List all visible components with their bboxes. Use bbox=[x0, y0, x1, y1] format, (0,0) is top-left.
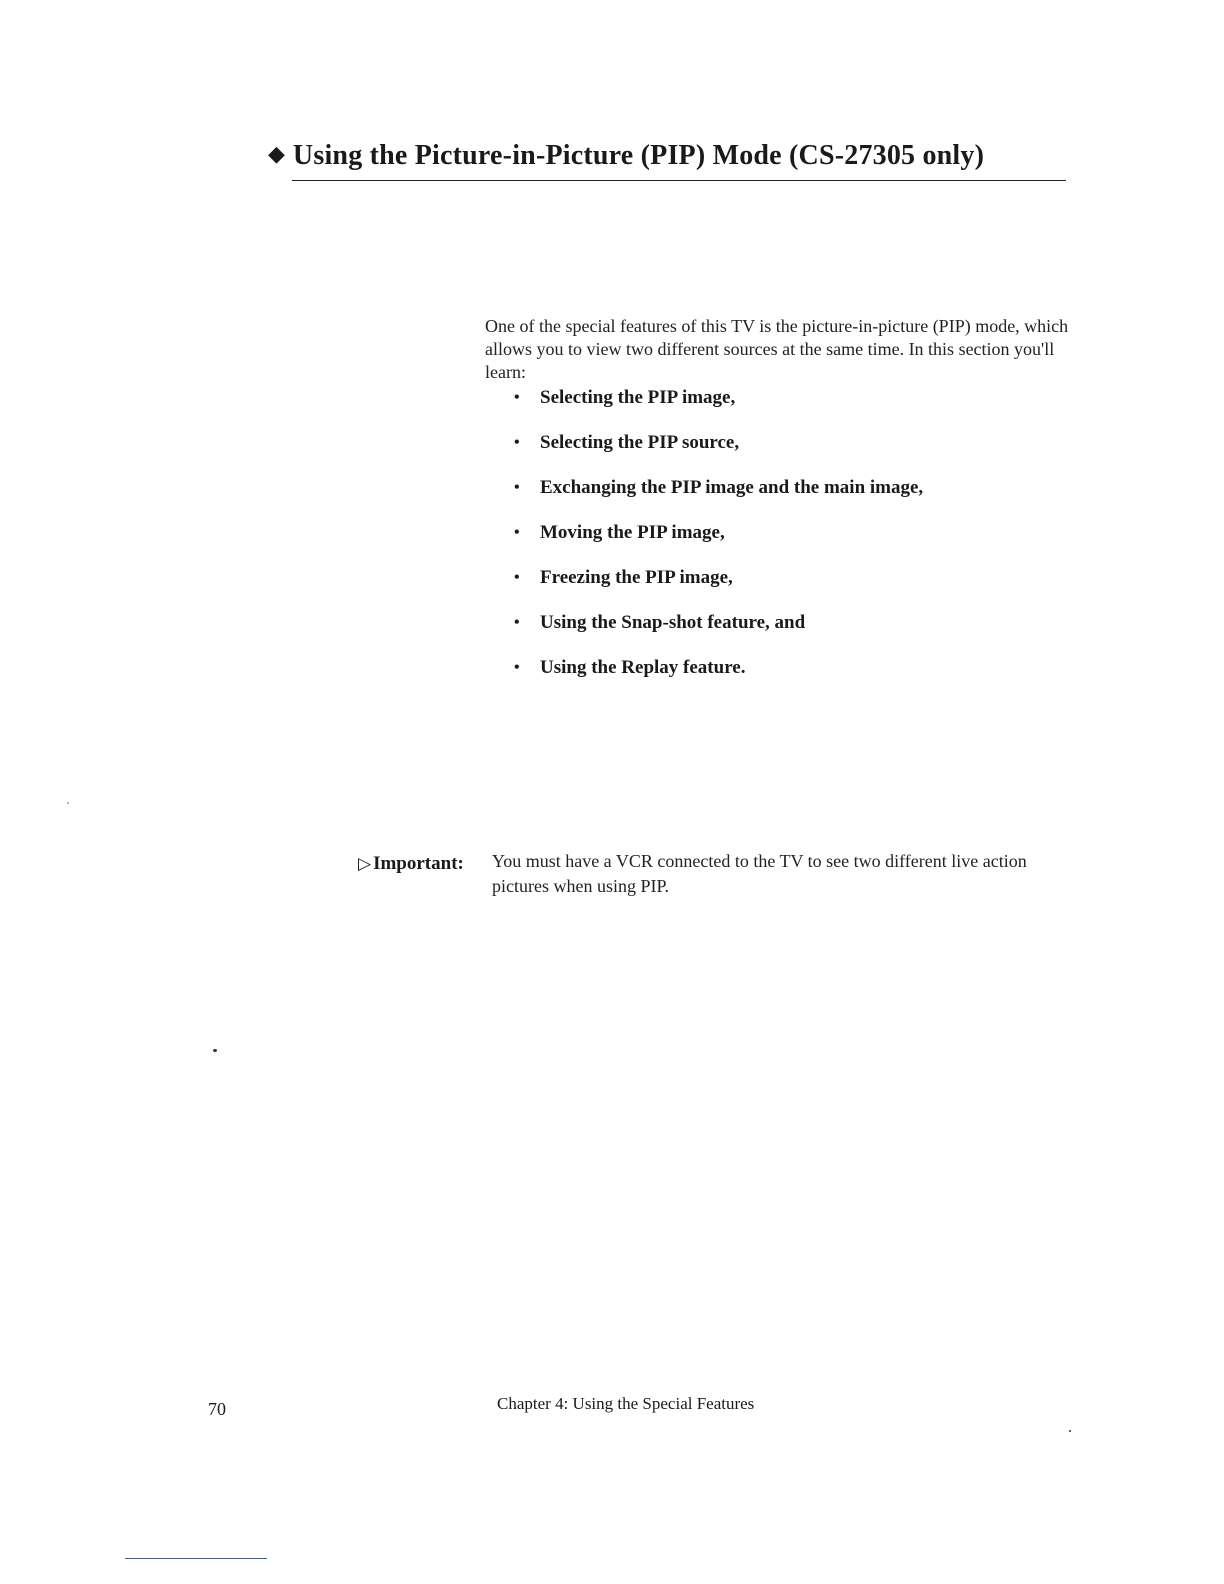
bottom-edge-line bbox=[125, 1558, 267, 1559]
list-item-label: Freezing the PIP image, bbox=[540, 567, 733, 588]
list-item-label: Moving the PIP image, bbox=[540, 522, 725, 543]
list-item bbox=[514, 385, 923, 430]
bullet-dot-icon: • bbox=[514, 434, 520, 451]
list-item bbox=[514, 430, 923, 475]
list-item bbox=[514, 565, 923, 610]
bullet-dot-icon: • bbox=[514, 614, 520, 631]
scan-speck bbox=[1069, 1430, 1071, 1432]
bullet-dot-icon: • bbox=[514, 479, 520, 496]
list-item-label: Selecting the PIP source, bbox=[540, 432, 740, 453]
bullet-dot-icon: • bbox=[514, 524, 520, 541]
list-item bbox=[514, 610, 923, 655]
list-item-label: Using the Replay feature. bbox=[540, 657, 746, 678]
scan-speck bbox=[213, 1049, 217, 1052]
important-label bbox=[358, 853, 464, 875]
triangle-marker-icon: ▷ bbox=[358, 854, 372, 873]
list-item-label: Exchanging the PIP image and the main image, bbox=[540, 477, 924, 498]
footer-chapter-title: Chapter 4: Using the Special Features bbox=[497, 1394, 755, 1413]
bullet-dot-icon: • bbox=[514, 569, 520, 586]
diamond-bullet-icon: ◆ bbox=[268, 141, 285, 166]
page-title: Using the Picture-in-Picture (PIP) Mode (CS-27305 only) bbox=[292, 140, 985, 171]
bullet-dot-icon: • bbox=[514, 389, 520, 406]
intro-paragraph: One of the special features of this TV is the picture-in-picture (PIP) mode, which allows you to view two different sources at the same time. In this section you'll learn: bbox=[485, 316, 1069, 382]
list-item-label: Selecting the PIP image, bbox=[540, 387, 736, 408]
page-header bbox=[268, 140, 1068, 172]
page-number: 70 bbox=[208, 1399, 226, 1419]
scan-speck bbox=[67, 802, 69, 804]
bullet-dot-icon: • bbox=[514, 659, 520, 676]
list-item bbox=[514, 520, 923, 565]
important-heading: Important: bbox=[373, 853, 464, 874]
title-underline bbox=[292, 180, 1066, 181]
topic-list bbox=[514, 385, 923, 700]
important-note: You must have a VCR connected to the TV to see two different live action pictures when using PIP. bbox=[492, 851, 1027, 896]
list-item-label: Using the Snap-shot feature, and bbox=[540, 612, 806, 633]
list-item bbox=[514, 475, 923, 520]
list-item bbox=[514, 655, 923, 700]
